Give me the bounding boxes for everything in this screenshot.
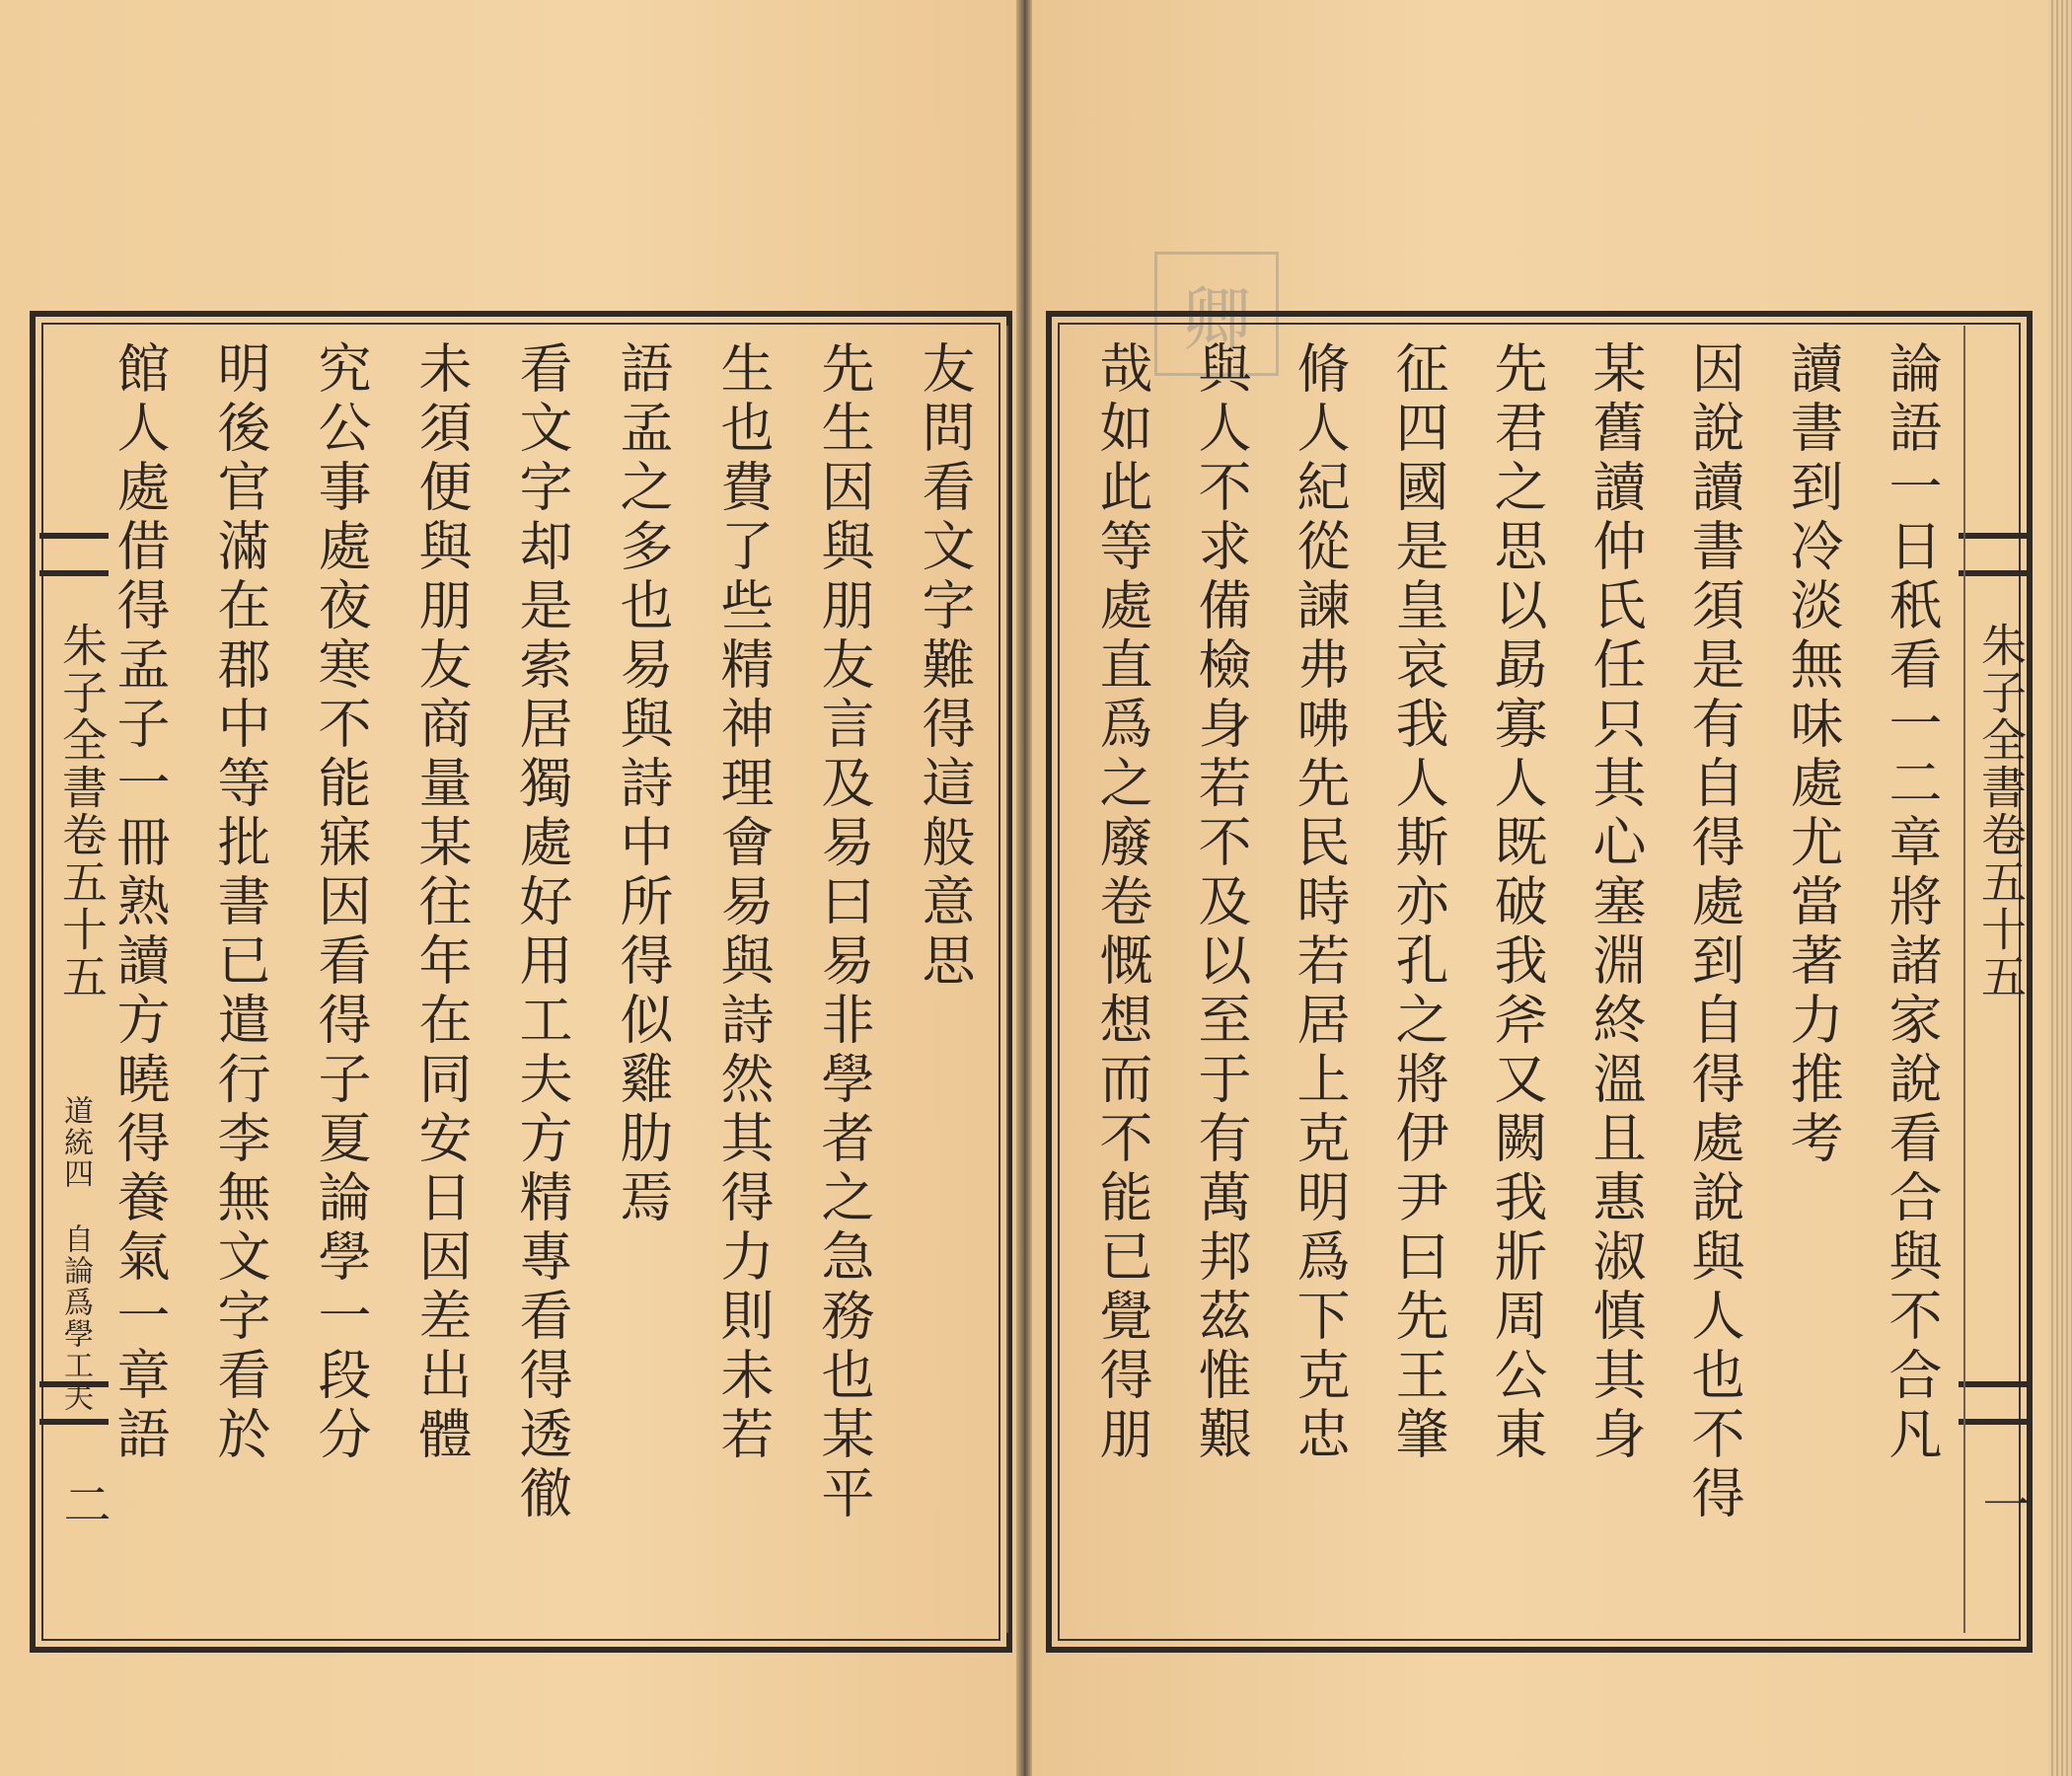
text-column: 某舊讀仲氏任只其心塞淵終溫且惠淑慎其身 xyxy=(1585,340,1647,1465)
fish-tail-mark-bottom xyxy=(1959,1381,2028,1425)
text-column: 先生因與朋友言及易曰易非學者之急務也某平 xyxy=(813,340,875,1524)
right-banner xyxy=(1959,533,2028,1638)
text-column: 語孟之多也易與詩中所得似雞肋焉 xyxy=(612,340,674,1228)
text-column: 友問看文字難得這般意思 xyxy=(914,340,976,992)
banner-title: 朱子全書卷五十五 xyxy=(55,622,109,1000)
text-column: 先君之思以勗寡人既破我斧又闕我斨周公東 xyxy=(1486,340,1548,1465)
text-column: 明後官滿在郡中等批書已遣行李無文字看於 xyxy=(209,340,271,1465)
text-column: 未須便與朋友商量某往年在同安日因差出體 xyxy=(410,340,473,1465)
column-rule xyxy=(1963,326,1965,1633)
page-edges xyxy=(2048,0,2072,1776)
page-number: 二 xyxy=(55,1480,111,1527)
fish-tail-mark-bottom xyxy=(39,1381,109,1425)
page-number: 一 xyxy=(1974,1480,2030,1527)
banner-subtitle: 道統四 xyxy=(58,1095,93,1190)
banner-title: 朱子全書卷五十五 xyxy=(1974,622,2028,1000)
banner-subtitle-2: 自論爲學工夫 xyxy=(58,1223,93,1413)
book-gutter xyxy=(1016,0,1032,1776)
text-column: 看文字却是索居獨處好用工夫方精專看得透徹 xyxy=(511,340,573,1524)
faded-seal-stamp: 卿 xyxy=(1154,252,1279,376)
fish-tail-mark-top xyxy=(1959,533,2028,576)
text-column: 讀書到冷淡無味處尤當著力推考 xyxy=(1782,340,1844,1169)
text-column: 論語一日秖看一二章將諸家說看合與不合凡 xyxy=(1881,340,1943,1465)
text-column: 與人不求備檢身若不及以至于有萬邦茲惟艱 xyxy=(1190,340,1252,1465)
text-column: 脩人紀從諫弗咈先民時若居上克明爲下克忠 xyxy=(1289,340,1351,1465)
text-column: 因說讀書須是有自得處到自得處說與人也不得 xyxy=(1683,340,1745,1524)
left-banner xyxy=(39,533,109,1638)
text-column: 征四國是皇哀我人斯亦孔之將伊尹曰先王肇 xyxy=(1387,340,1449,1465)
text-column: 究公事處夜寒不能寐因看得子夏論學一段分 xyxy=(310,340,372,1465)
text-column: 哉如此等處直爲之廢卷慨想而不能已覺得朋 xyxy=(1091,340,1153,1465)
column-rule xyxy=(1006,326,1008,1633)
fish-tail-mark-top xyxy=(39,533,109,576)
text-column: 館人處借得孟子一冊熟讀方曉得養氣一章語 xyxy=(109,340,171,1465)
text-column: 生也費了些精神理會易與詩然其得力則未若 xyxy=(712,340,775,1465)
